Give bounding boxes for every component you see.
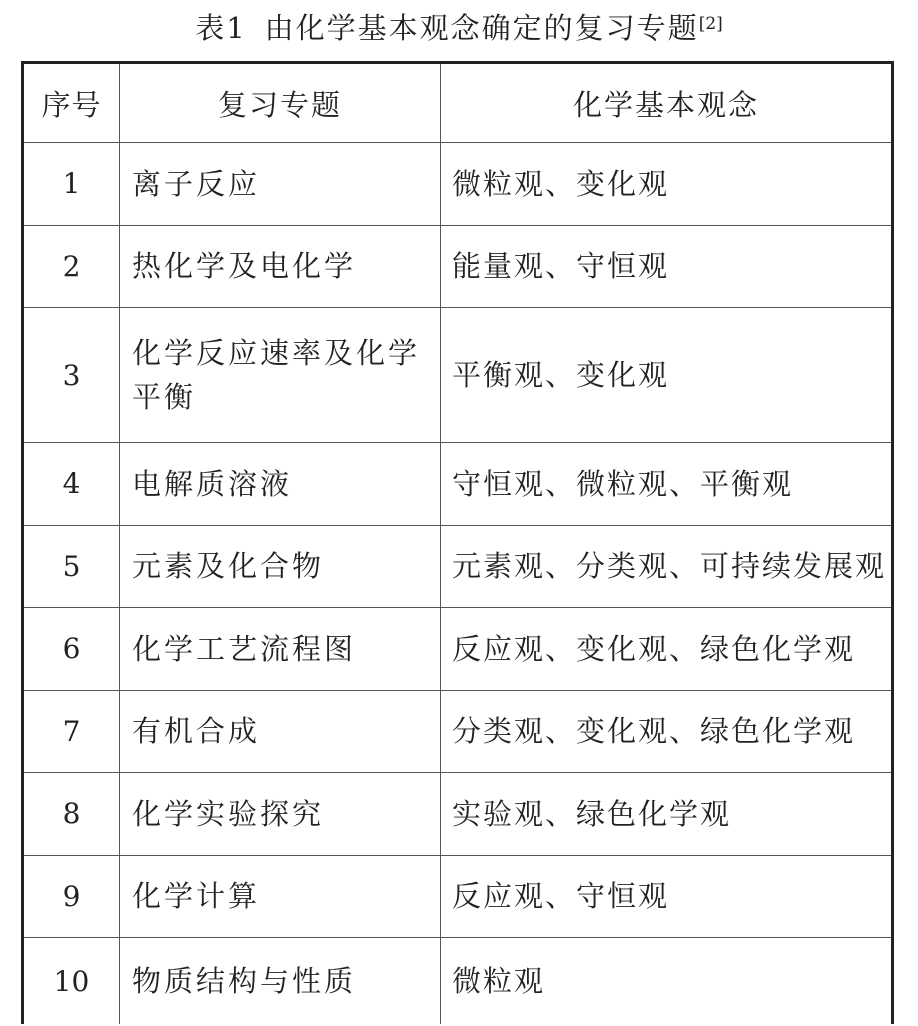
row-concepts: 实验观、绿色化学观 bbox=[441, 773, 893, 856]
row-topic: 物质结构与性质 bbox=[120, 938, 441, 1025]
row-topic: 离子反应 bbox=[120, 143, 441, 226]
caption-title: 由化学基本观念确定的复习专题 bbox=[264, 11, 699, 45]
row-number: 7 bbox=[23, 690, 120, 773]
row-topic: 化学反应速率及化学平衡 bbox=[120, 308, 441, 443]
table-row bbox=[23, 938, 893, 1025]
caption-reference: [2] bbox=[698, 14, 723, 34]
table-row bbox=[23, 143, 893, 226]
row-concepts: 守恒观、微粒观、平衡观 bbox=[441, 443, 893, 526]
table-row bbox=[23, 855, 893, 938]
row-number: 4 bbox=[23, 443, 120, 526]
row-topic: 电解质溶液 bbox=[120, 443, 441, 526]
row-topic: 化学计算 bbox=[120, 855, 441, 938]
row-concepts: 分类观、变化观、绿色化学观 bbox=[441, 690, 893, 773]
row-concepts: 能量观、守恒观 bbox=[441, 225, 893, 308]
review-topics-table-container bbox=[21, 61, 891, 1024]
row-topic: 化学实验探究 bbox=[120, 773, 441, 856]
row-concepts: 微粒观、变化观 bbox=[441, 143, 893, 226]
caption-label: 表1 bbox=[195, 11, 247, 45]
row-concepts: 平衡观、变化观 bbox=[441, 308, 893, 443]
header-basic-concepts: 化学基本观念 bbox=[441, 63, 893, 143]
table-row bbox=[23, 225, 893, 308]
table-header-row bbox=[23, 63, 893, 143]
row-concepts: 反应观、变化观、绿色化学观 bbox=[441, 608, 893, 691]
row-number: 10 bbox=[23, 938, 120, 1025]
row-number: 5 bbox=[23, 525, 120, 608]
header-serial-number: 序号 bbox=[23, 63, 120, 143]
row-topic: 有机合成 bbox=[120, 690, 441, 773]
row-concepts: 元素观、分类观、可持续发展观 bbox=[441, 525, 893, 608]
row-number: 2 bbox=[23, 225, 120, 308]
row-topic: 化学工艺流程图 bbox=[120, 608, 441, 691]
table-row bbox=[23, 773, 893, 856]
table-caption bbox=[0, 6, 918, 50]
row-number: 6 bbox=[23, 608, 120, 691]
table-row bbox=[23, 308, 893, 443]
row-number: 8 bbox=[23, 773, 120, 856]
table-row bbox=[23, 608, 893, 691]
header-review-topic: 复习专题 bbox=[120, 63, 441, 143]
row-number: 1 bbox=[23, 143, 120, 226]
row-topic: 热化学及电化学 bbox=[120, 225, 441, 308]
table-row bbox=[23, 525, 893, 608]
row-number: 9 bbox=[23, 855, 120, 938]
row-concepts: 反应观、守恒观 bbox=[441, 855, 893, 938]
table-row bbox=[23, 690, 893, 773]
row-topic: 元素及化合物 bbox=[120, 525, 441, 608]
table-row bbox=[23, 443, 893, 526]
row-concepts: 微粒观 bbox=[441, 938, 893, 1025]
row-number: 3 bbox=[23, 308, 120, 443]
review-topics-table bbox=[21, 61, 894, 1024]
